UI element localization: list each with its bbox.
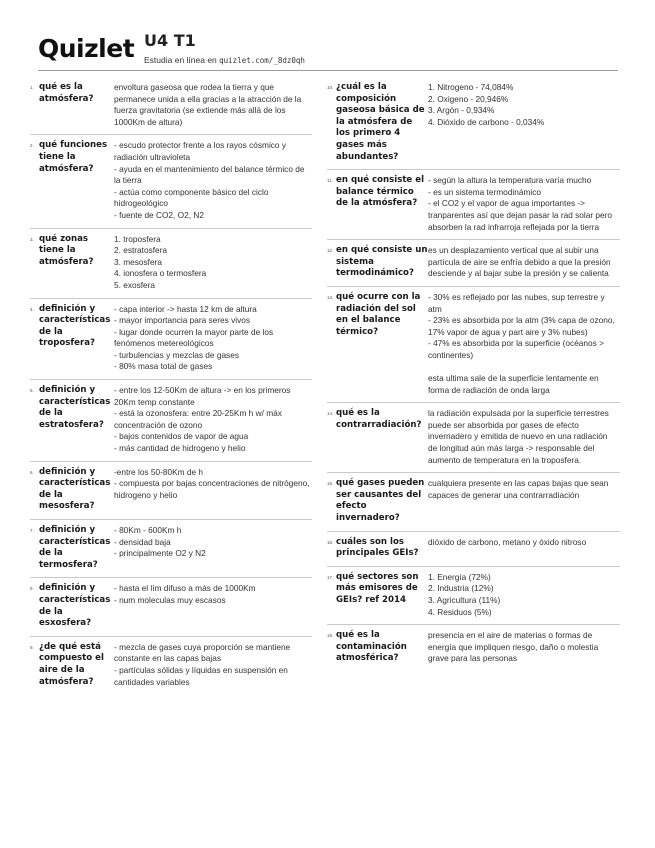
- flashcard-row: [327, 566, 620, 624]
- flashcard-row: [30, 577, 312, 635]
- study-url-link[interactable]: quizlet.com/_8dz0qh: [219, 56, 305, 65]
- card-term: en qué consiste un sistema termodinámico?: [336, 245, 428, 279]
- card-definition: presencia en el aire de materias o formas de energía que impliquen riesgo, daño o molestia grave para las personas: [428, 630, 599, 664]
- card-number: 3.: [30, 236, 34, 242]
- flashcard-row: [30, 298, 312, 380]
- flashcard-row: [327, 624, 620, 671]
- card-definition: 1. Nitrogeno - 74,084% 2. Oxigeno - 20,946% 3. Argón - 0,934% 4. Dióxido de carbono - 0,034%: [428, 82, 545, 127]
- card-definition: dióxido de carbono, metano y óxido nitroso: [428, 536, 587, 547]
- card-number: 6.: [30, 469, 34, 475]
- header: [38, 30, 618, 74]
- card-term: qué gases pueden ser causantes del efecto invernadero?: [336, 478, 425, 523]
- card-number: 16.: [327, 539, 334, 545]
- card-definition: - capa interior -> hasta 12 km de altura - mayor importancia para seres vivos - lugar donde ocurren la mayor parte de los fenómenos metereológicos - turbulencias y mezclas de gases - 80% masa total de gases: [114, 303, 274, 372]
- card-number: 10.: [327, 85, 334, 90]
- flashcard-row: [327, 531, 620, 566]
- study-prefix: Estudia en línea en: [144, 55, 220, 65]
- card-definition: - según la altura la temperatura varía mucho - es un sistema termodinámico - el CO2 y el vapor de agua importantes -> tranparentes así que dejan pasar la rad solar pero absorben la rad infrarroja reflejada por la tierra: [428, 175, 613, 232]
- card-definition: - mezcla de gases cuya proporción se mantiene constante en las capas bajas - partículas sólidas y líquidas en suspensión en cantidades variables: [114, 641, 291, 687]
- card-definition: - escudo protector frente a los rayos cósmico y radiación ultravioleta - ayuda en el mantenimiento del balance térmico de la tierra - actúa como componente básico del ciclo hidrogeológico - fuente de CO2, O2, N2: [114, 140, 305, 220]
- header-divider: [38, 70, 618, 71]
- card-number: 14.: [327, 411, 334, 417]
- card-term: qué sectores son más emisores de GEIs? ref 2014: [336, 571, 419, 605]
- card-term: ¿de qué está compuesto el aire de la atmósfera?: [39, 641, 104, 687]
- flashcard-row: [30, 461, 312, 519]
- card-number: 15.: [327, 481, 334, 487]
- right-column: [327, 78, 620, 671]
- card-term: qué es la contrarradiación?: [336, 408, 422, 430]
- card-number: 2.: [30, 143, 34, 149]
- card-definition: 1. troposfera 2. estratosfera 3. mesosfera 4. ionosfera o termosfera 5. exosfera: [114, 233, 207, 290]
- card-number: 18.: [327, 633, 334, 639]
- card-definition: es un desplazamiento vertical que al subir una partícula de aire se enfría debido a que la presión desciende y al bajar sube la presión y se calienta: [428, 245, 611, 279]
- card-number: 12.: [327, 248, 334, 254]
- card-term: definición y características de la termosfera?: [39, 525, 111, 570]
- card-number: 4.: [30, 306, 34, 312]
- card-definition: cualquiera presente en las capas bajas que sean capaces de generar una contrarradiación: [428, 478, 609, 500]
- card-term: definición y características de la mesosfera?: [39, 466, 111, 512]
- card-term: en qué consiste el balance térmico de la atmósfera?: [336, 175, 425, 209]
- flashcard-row: [327, 472, 620, 530]
- flashcard-row: [30, 636, 312, 694]
- card-definition: - 30% es reflejado por las nubes, sup terrestre y atm - 23% es absorbida por la atm (3% capa de ozono, 17% vapor de agua y part aire y 3% nubes) - 47% es absorbida por la superficie (océanos > continentes) esta ultima sale de la superficie lentamente en forma de radiación de onda larga: [428, 291, 615, 395]
- card-term: ¿cuál es la composición gaseosa básica de la atmósfera de los primero 4 gases más abundantes?: [336, 82, 425, 162]
- card-term: qué es la contaminación atmosférica?: [336, 630, 407, 664]
- card-term: qué funciones tiene la atmósfera?: [39, 140, 108, 174]
- card-number: 1.: [30, 85, 34, 90]
- card-term: cuáles son los principales GEIs?: [336, 536, 419, 559]
- card-definition: - entre los 12-50Km de altura -> en los primeros 20Km temp constante - está la ozonosfera: entre 20-25Km h w/ máx concentración de ozono - bajos contenidos de vapor de agua - más cantidad de hidrogeno y helio: [114, 385, 291, 454]
- card-number: 11.: [327, 178, 333, 184]
- card-definition: -entre los 50-80Km de h - compuesta por bajas concentraciones de nitrógeno, hidrogeno y helio: [114, 466, 310, 500]
- set-title: U4 T1: [144, 31, 196, 50]
- card-term: definición y características de la estratosfera?: [39, 385, 111, 430]
- flashcard-row: [327, 239, 620, 286]
- card-term: qué zonas tiene la atmósfera?: [39, 233, 94, 267]
- card-definition: envoltura gaseosa que rodea la tierra y que permanece unida a ella gracias a la atracción de la fuerza gravitatoria (se extiende más allá de los 1000Km de altura): [114, 82, 302, 127]
- card-number: 17.: [327, 574, 334, 580]
- card-term: definición y características de la esxosfera?: [39, 583, 111, 629]
- quizlet-logo[interactable]: Quizlet: [38, 34, 135, 63]
- card-number: 9.: [30, 644, 34, 650]
- card-number: 8.: [30, 586, 34, 592]
- flashcard-row: [30, 134, 312, 227]
- flashcard-row: [327, 169, 620, 239]
- card-term: qué ocurre con la radiación del sol en el balance térmico?: [336, 291, 421, 337]
- flashcard-row: [327, 78, 620, 169]
- card-number: 13.: [327, 294, 334, 300]
- card-definition: - hasta el lím difuso a más de 1000Km - num moleculas muy escasos: [114, 583, 256, 605]
- card-definition: 1. Energía (72%) 2. Industria (12%) 3. Agricultura (11%) 4. Residuos (5%): [428, 571, 501, 617]
- study-online-line: [144, 55, 305, 65]
- card-definition: la radiación expulsada por la superficie terrestres puede ser absorbida por gases de efecto invernadero y emitida de nuevo en una radiación de longitud aún más larga -> responsable del aumento de temperatura en la troposfera.: [428, 408, 609, 465]
- flashcard-row: [30, 228, 312, 298]
- flashcard-row: [327, 402, 620, 472]
- card-number: 7.: [30, 528, 34, 533]
- card-definition: - 80Km - 600Km h - densidad baja - principalmente O2 y N2: [114, 525, 206, 559]
- flashcard-row: [30, 519, 312, 577]
- card-term: qué es la atmósfera?: [39, 82, 94, 104]
- flashcard-row: [30, 379, 312, 461]
- left-column: [30, 78, 312, 694]
- card-term: definición y características de la troposfera?: [39, 303, 111, 349]
- flashcard-row: [30, 78, 312, 134]
- card-number: 5.: [30, 388, 34, 394]
- flashcard-row: [327, 286, 620, 402]
